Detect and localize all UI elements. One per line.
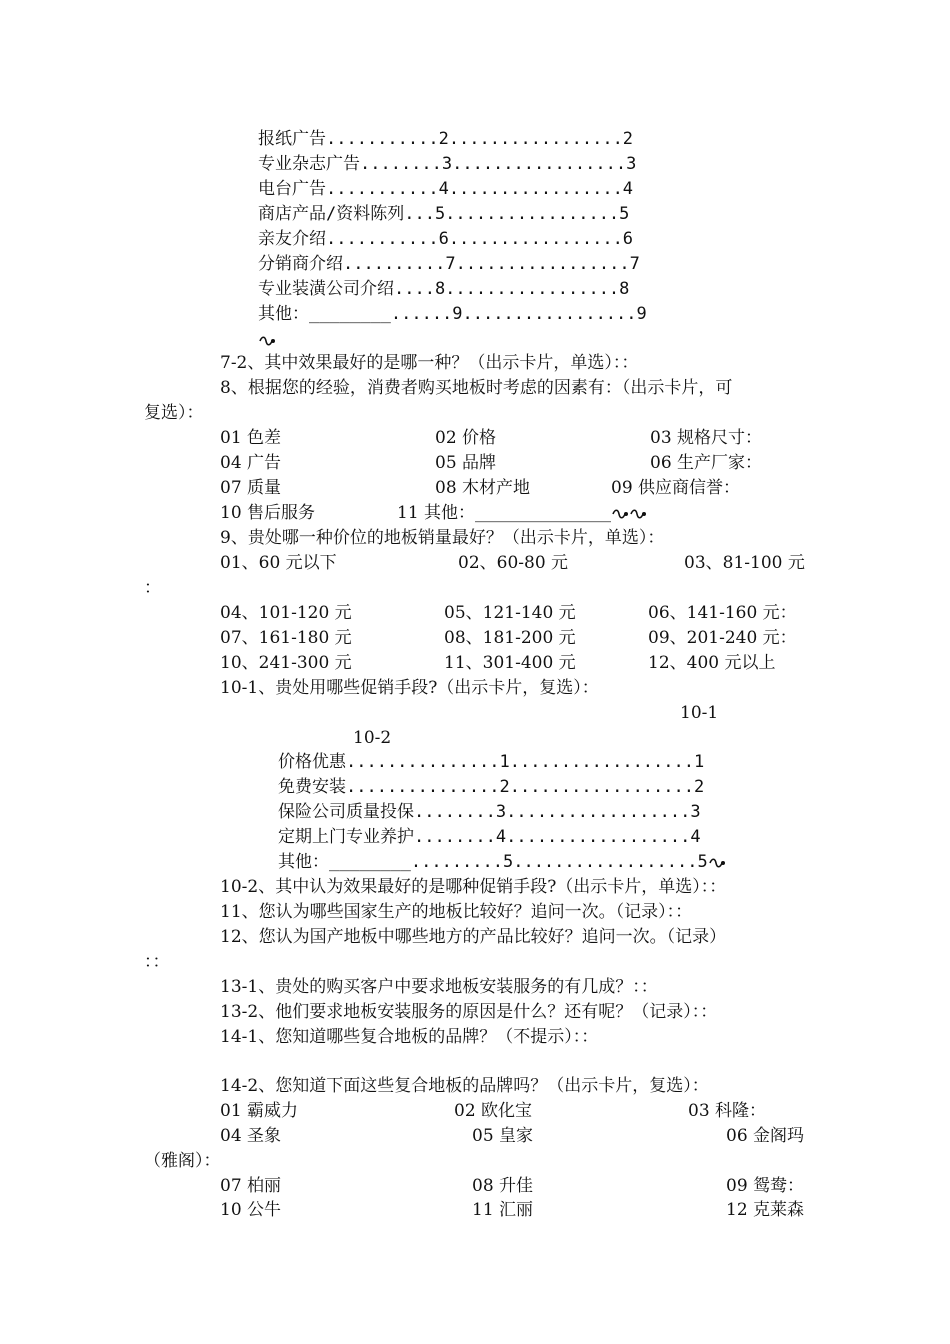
- q14-brand-option: 06 金阁玛: [726, 1126, 805, 1146]
- q14-brand-option: 08 升佳: [472, 1176, 534, 1196]
- wavy-arrow-icon: [629, 508, 647, 520]
- q8-option: 02 价格: [435, 428, 497, 448]
- q9-option: 11、301-400 元: [444, 653, 576, 673]
- q7-option-4: 商店产品/资料陈列...5.................5: [258, 204, 630, 224]
- q10-column-header-2: 10-2: [353, 728, 392, 748]
- q8-option: 06 生产厂家：: [650, 453, 763, 473]
- q8-option: 09 供应商信誉：: [611, 478, 741, 498]
- q9-option: 07、161-180 元: [220, 628, 352, 648]
- q9-option: 09、201-240 元：: [648, 628, 797, 648]
- q8-option: 05 品牌: [435, 453, 497, 473]
- question-11: 11、您认为哪些国家生产的地板比较好？追问一次。（记录）：：: [220, 902, 693, 922]
- q7-end-mark: [258, 330, 276, 350]
- q8-option: 03 规格尺寸：: [650, 428, 763, 448]
- q14-brand-option: 12 克莱森: [726, 1200, 805, 1220]
- q10-option-2: 免费安装...............2..................2: [278, 777, 705, 797]
- wavy-arrow-icon: [611, 508, 629, 520]
- q8-other-label: 11 其他：________________: [397, 503, 612, 523]
- q8-option: 10 售后服务: [220, 503, 316, 523]
- question-10-2: 10-2、其中认为效果最好的是哪种促销手段?（出示卡片，单选）：：: [220, 877, 727, 897]
- q9-option: 05、121-140 元: [444, 603, 576, 623]
- question-8-line1: 8、根据您的经验，消费者购买地板时考虑的因素有：（出示卡片，可: [220, 378, 733, 398]
- q14-brand-option: 01 霸威力: [220, 1101, 299, 1121]
- question-9: 9、贵处哪一种价位的地板销量最好？（出示卡片，单选）：: [220, 528, 665, 548]
- q8-option: 08 木材产地: [435, 478, 531, 498]
- question-10-1: 10-1、贵处用哪些促销手段?（出示卡片，复选）：: [220, 678, 599, 698]
- q7-option-7: 专业装潢公司介绍....8.................8: [258, 279, 630, 299]
- q14-brand-option: 10 公牛: [220, 1200, 282, 1220]
- wavy-arrow-icon: [258, 335, 276, 347]
- q8-other-option: [397, 503, 647, 523]
- q9-option: 10、241-300 元: [220, 653, 352, 673]
- question-7-2: 7-2、其中效果最好的是哪一种？（出示卡片，单选）：：: [220, 353, 639, 373]
- q10-option-5-label: 其他：________.........5..................5: [278, 852, 708, 872]
- q14-brand-option: 05 皇家: [472, 1126, 534, 1146]
- q9-option: 03、81-100 元: [684, 553, 805, 573]
- q9-option: 01、60 元以下: [220, 553, 337, 573]
- wavy-arrow-icon: [708, 857, 726, 869]
- q8-option: 07 质量: [220, 478, 282, 498]
- q9-option: 08、181-200 元: [444, 628, 576, 648]
- q10-option-5: [278, 852, 726, 872]
- q14-brand-option: 09 鸳鸯：: [726, 1176, 805, 1196]
- q9-option: 02、60-80 元: [458, 553, 569, 573]
- question-12-line1: 12、您认为国产地板中哪些地方的产品比较好？追问一次。（记录）: [220, 927, 727, 947]
- q8-option: 04 广告: [220, 453, 282, 473]
- q9-option: 12、400 元以上: [648, 653, 776, 673]
- question-14-1: 14-1、您知道哪些复合地板的品牌？（不提示）：：: [220, 1027, 599, 1047]
- q10-option-1: 价格优惠...............1..................1: [278, 752, 705, 772]
- q8-option: 01 色差: [220, 428, 282, 448]
- question-8-line2: 复选）：: [144, 403, 204, 423]
- question-12-line2: ：：: [144, 952, 170, 972]
- q14-brand-option: 11 汇丽: [472, 1200, 534, 1220]
- q7-option-6: 分销商介绍..........7.................7: [258, 254, 640, 274]
- q14-brand-continuation: （雅阁）：: [144, 1151, 221, 1171]
- question-14-2: 14-2、您知道下面这些复合地板的品牌吗？（出示卡片，复选）：: [220, 1076, 709, 1096]
- q14-brand-option: 07 柏丽: [220, 1176, 282, 1196]
- q14-brand-option: 04 圣象: [220, 1126, 282, 1146]
- q7-option-1: 报纸广告...........2.................2: [258, 129, 634, 149]
- q7-option-2: 专业杂志广告........3.................3: [258, 154, 637, 174]
- q9-option: 04、101-120 元: [220, 603, 352, 623]
- q14-brand-option: 03 科隆：: [688, 1101, 767, 1121]
- q9-option-continuation: ：: [144, 578, 161, 598]
- q9-option: 06、141-160 元：: [648, 603, 797, 623]
- q14-brand-option: 02 欧化宝: [454, 1101, 533, 1121]
- q7-option-5: 亲友介绍...........6.................6: [258, 229, 634, 249]
- q10-column-header-1: 10-1: [680, 703, 719, 723]
- q7-option-3: 电台广告...........4.................4: [258, 179, 634, 199]
- q10-option-4: 定期上门专业养护........4..................4: [278, 827, 701, 847]
- question-13-2: 13-2、他们要求地板安装服务的原因是什么？还有呢？（记录）：：: [220, 1002, 718, 1022]
- q7-option-8: 其他：________......9.................9: [258, 304, 647, 324]
- question-13-1: 13-1、贵处的购买客户中要求地板安装服务的有几成？：：: [220, 977, 658, 997]
- q10-option-3: 保险公司质量投保........3..................3: [278, 802, 701, 822]
